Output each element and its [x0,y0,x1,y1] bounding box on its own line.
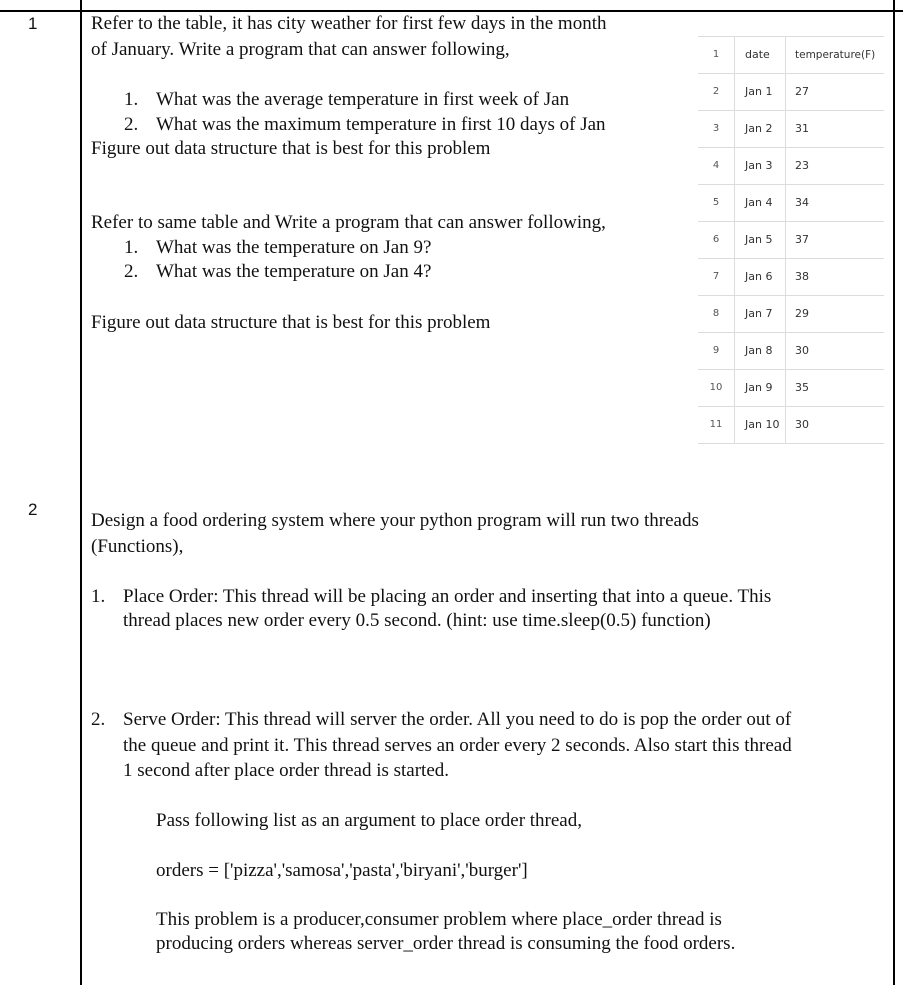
question-number-1: 1 [28,14,38,33]
q2-orders-code: orders = ['pizza','samosa','pasta','biryani','burger'] [156,860,528,881]
table-cell-temperature: 29 [795,307,809,320]
question-number-2: 2 [28,500,38,519]
table-cell-date: Jan 9 [734,370,786,406]
q1-part-b-item-1: What was the temperature on Jan 9? [156,237,432,258]
table-cell-index: 6 [712,234,720,245]
q2-item2-line1: Serve Order: This thread will server the order. All you need to do is pop the order out of [123,709,792,730]
q2-item2-line3: 1 second after place order thread is started. [123,760,450,781]
q1-part-b-note: Figure out data structure that is best for this problem [91,312,491,333]
table-cell-index: 9 [712,345,720,356]
weather-table [698,36,884,444]
q1-part-a-note: Figure out data structure that is best for this problem [91,138,491,159]
table-cell-temperature: 37 [795,233,809,246]
table-cell-temperature: 27 [795,85,809,98]
table-cell-temperature: 30 [795,344,809,357]
table-cell-date: Jan 3 [734,148,786,184]
q2-item2-marker: 2. [91,709,106,730]
table-cell-date: Jan 6 [734,259,786,295]
q1-part-b-item-2: What was the temperature on Jan 4? [156,261,432,282]
q2-intro-line1: Design a food ordering system where your python program will run two threads [91,510,699,531]
q2-intro-line2: (Functions), [91,536,184,557]
table-row [698,148,884,185]
table-header-temperature: temperature(F) [795,49,876,61]
table-row [698,111,884,148]
q1-intro-line1: Refer to the table, it has city weather for first few days in the month [91,13,607,34]
q1-part-a-item-2: What was the maximum temperature in first 10 days of Jan [156,114,606,135]
table-cell-temperature: 34 [795,196,809,209]
q1-part-a-item-1: What was the average temperature in first week of Jan [156,89,570,110]
table-row [698,296,884,333]
table-cell-date: Jan 7 [734,296,786,332]
table-row [698,222,884,259]
table-cell-index: 3 [712,123,720,134]
q1-part-a-marker-2: 2. [124,114,139,135]
right-border [893,0,895,985]
table-cell-temperature: 23 [795,159,809,172]
table-row [698,259,884,296]
table-row [698,185,884,222]
table-cell-index: 10 [709,382,723,393]
table-row [698,407,884,444]
table-cell-index: 7 [712,271,720,282]
table-cell-index: 8 [712,308,720,319]
table-header-row [698,36,884,74]
table-cell-index: 11 [709,419,723,430]
table-row [698,74,884,111]
q2-note-line1: This problem is a producer,consumer problem where place_order thread is [156,909,722,930]
table-cell-temperature: 31 [795,122,809,135]
q1-part-a-marker-1: 1. [124,89,139,110]
table-cell-index: 2 [712,86,720,97]
q2-item2-line2: the queue and print it. This thread serves an order every 2 seconds. Also start this thread [123,735,792,756]
table-cell-date: Jan 1 [734,74,786,110]
table-cell-index: 4 [712,160,720,171]
q2-item1-line2: thread places new order every 0.5 second. (hint: use time.sleep(0.5) function) [123,610,711,631]
q2-item1-line1: Place Order: This thread will be placing an order and inserting that into a queue. This [123,586,772,607]
q1-part-b-marker-1: 1. [124,237,139,258]
table-cell-temperature: 35 [795,381,809,394]
table-cell-date: Jan 4 [734,185,786,221]
q1-intro-line2: of January. Write a program that can answer following, [91,39,510,60]
q2-note-line2: producing orders whereas server_order thread is consuming the food orders. [156,933,736,954]
q2-item1-marker: 1. [91,586,106,607]
table-cell-date: Jan 10 [734,407,786,443]
table-body [698,74,884,444]
table-row [698,333,884,370]
table-row [698,370,884,407]
table-cell-date: Jan 2 [734,111,786,147]
q1-part-b-intro: Refer to same table and Write a program that can answer following, [91,212,606,233]
table-header-index: 1 [712,49,720,60]
q1-part-b-marker-2: 2. [124,261,139,282]
table-header-date: date [734,37,786,73]
table-cell-date: Jan 8 [734,333,786,369]
column-divider [80,0,82,985]
table-cell-temperature: 38 [795,270,809,283]
table-cell-temperature: 30 [795,418,809,431]
q2-pass-list: Pass following list as an argument to place order thread, [156,810,582,831]
table-cell-date: Jan 5 [734,222,786,258]
table-cell-index: 5 [712,197,720,208]
